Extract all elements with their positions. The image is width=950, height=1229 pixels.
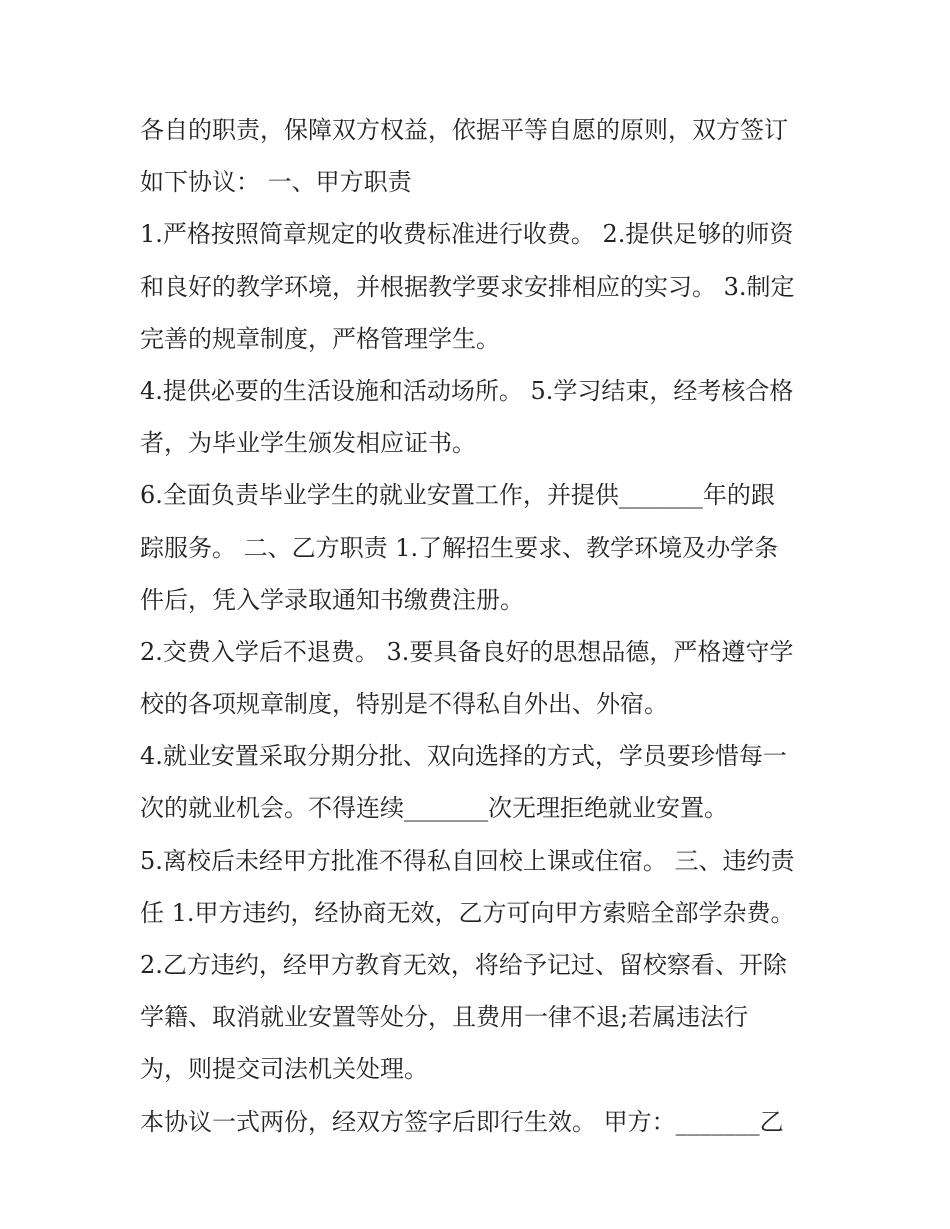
text-line: 6.全面负责毕业学生的就业安置工作，并提供_______年的跟 xyxy=(140,481,775,510)
text-line: 和良好的教学环境，并根据教学要求安排相应的实习。 3.制定 xyxy=(140,272,795,301)
text-line: 4.提供必要的生活设施和活动场所。 5.学习结束，经考核合格 xyxy=(140,376,794,405)
text-line: 完善的规章制度，严格管理学生。 xyxy=(140,324,500,353)
text-line: 任 1.甲方违约，经协商无效，乙方可向甲方索赔全部学杂费。 xyxy=(140,898,795,927)
text-line: 校的各项规章制度，特别是不得私自外出、外宿。 xyxy=(140,690,668,719)
text-line: 者，为毕业学生颁发相应证书。 xyxy=(140,429,476,458)
text-line: 踪服务。 二、乙方职责 1.了解招生要求、教学环境及办学条 xyxy=(140,533,779,562)
text-line: 件后，凭入学录取通知书缴费注册。 xyxy=(140,585,524,614)
text-line: 5.离校后未经甲方批准不得私自回校上课或住宿。 三、违约责 xyxy=(140,846,795,875)
text-line: 1.严格按照简章规定的收费标准进行收费。 2.提供足够的师资 xyxy=(140,220,794,249)
text-line: 各自的职责，保障双方权益，依据平等自愿的原则，双方签订 xyxy=(140,116,788,144)
text-line: 如下协议： 一、甲方职责 xyxy=(140,168,412,197)
text-line: 学籍、取消就业安置等处分，且费用一律不退;若属违法行 xyxy=(140,1003,749,1032)
text-line: 4.就业安置采取分期分批、双向选择的方式，学员要珍惜每一 xyxy=(140,742,787,771)
text-line: 2.乙方违约，经甲方教育无效，将给予记过、留校察看、开除 xyxy=(140,951,787,979)
text-line: 次的就业机会。不得连续_______次无理拒绝就业安置。 xyxy=(140,794,728,823)
text-line: 2.交费入学后不退费。 3.要具备良好的思想品德，严格遵守学 xyxy=(140,637,794,666)
text-line: 本协议一式两份，经双方签字后即行生效。 甲方：_______乙 xyxy=(140,1107,784,1136)
document-body xyxy=(140,104,820,1148)
text-line: 为，则提交司法机关处理。 xyxy=(140,1055,428,1084)
